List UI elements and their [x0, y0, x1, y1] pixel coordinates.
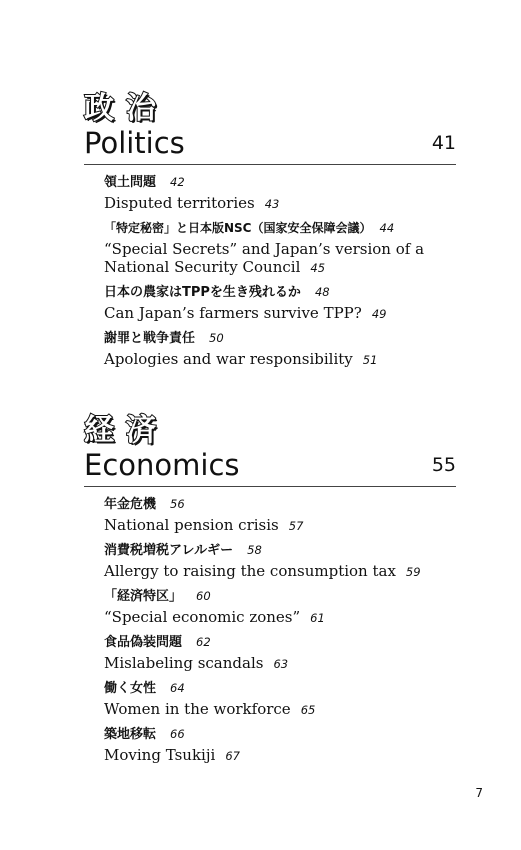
entry-english-title: National pension crisis — [104, 516, 279, 534]
section-title-row — [84, 448, 456, 482]
entry-english-page: 51 — [362, 353, 378, 367]
entry-english-title-row — [104, 304, 456, 323]
entry-english-title: “Special Secrets” and Japan’s version of a National Security Council — [104, 240, 425, 276]
toc-entry[interactable] — [104, 723, 456, 765]
entry-english-page: 59 — [405, 565, 421, 579]
section-kanji-title: 政治 — [84, 91, 168, 126]
entry-japanese-page: 64 — [170, 681, 185, 695]
entry-english-title: Women in the workforce — [104, 700, 291, 718]
entry-japanese-page: 62 — [196, 635, 211, 649]
entry-japanese-title: 領土問題 — [104, 175, 157, 190]
entry-english-title: Can Japan’s farmers survive TPP? — [104, 304, 362, 322]
entry-english-title: Moving Tsukiji — [104, 746, 216, 764]
entry-japanese-title: 消費税増税アレルギー — [104, 543, 234, 558]
entry-japanese-title-row — [104, 327, 456, 350]
entry-japanese-title-row — [104, 723, 456, 746]
toc-entry[interactable] — [104, 631, 456, 673]
entry-english-title-row — [104, 350, 456, 369]
entry-japanese-title: 年金危機 — [104, 497, 157, 512]
entry-english-title: Mislabeling scandals — [104, 654, 264, 672]
entry-japanese-page: 44 — [379, 221, 395, 235]
entry-list — [84, 487, 456, 765]
entry-japanese-page: 58 — [247, 543, 262, 557]
entry-english-title-row — [104, 654, 456, 673]
entry-english-title-row — [104, 608, 456, 627]
entry-japanese-page: 42 — [170, 175, 185, 189]
toc-entry[interactable] — [104, 539, 456, 581]
entry-japanese-title-row — [104, 281, 456, 304]
section-page-number: 41 — [431, 132, 456, 154]
entry-japanese-page: 66 — [170, 727, 185, 741]
entry-japanese-title: 「特定秘密」と日本版NSC（国家安全保障会議） — [104, 221, 372, 235]
entry-japanese-title-row — [104, 493, 456, 516]
toc-entry[interactable] — [104, 171, 456, 213]
entry-english-title-row — [104, 240, 456, 277]
section-english-title: Politics — [84, 126, 185, 160]
entry-japanese-page: 50 — [209, 331, 224, 345]
toc-entry[interactable] — [104, 585, 456, 627]
entry-english-page: 61 — [310, 611, 325, 625]
toc-entry[interactable] — [104, 677, 456, 719]
entry-japanese-title: 築地移転 — [104, 727, 157, 742]
section-economics — [84, 414, 456, 769]
section-politics — [84, 92, 456, 373]
section-english-title: Economics — [84, 448, 240, 482]
entry-english-title-row — [104, 562, 456, 581]
entry-english-page: 43 — [264, 197, 280, 211]
entry-japanese-title-row — [104, 585, 456, 608]
entry-japanese-title-row — [104, 539, 456, 562]
entry-japanese-title-row — [104, 217, 456, 240]
entry-japanese-title-row — [104, 171, 456, 194]
entry-japanese-page: 60 — [196, 589, 211, 603]
entry-english-title: Apologies and war responsibility — [104, 350, 353, 368]
section-title-row — [84, 126, 456, 160]
entry-english-title: Allergy to raising the consumption tax — [104, 562, 396, 580]
entry-japanese-title: 働く女性 — [104, 681, 157, 696]
entry-japanese-title: 日本の農家はTPPを生き残れるか — [104, 285, 301, 300]
toc-entry[interactable] — [104, 281, 456, 323]
toc-entry[interactable] — [104, 217, 456, 277]
entry-japanese-title-row — [104, 631, 456, 654]
section-page-number: 55 — [431, 454, 456, 476]
entry-japanese-title: 謝罪と戦争責任 — [104, 331, 196, 346]
entry-english-title-row — [104, 746, 456, 765]
toc-entry[interactable] — [104, 493, 456, 535]
entry-english-title-row — [104, 700, 456, 719]
toc-entry[interactable] — [104, 327, 456, 369]
entry-japanese-title: 「経済特区」 — [104, 589, 183, 604]
entry-english-title: Disputed territories — [104, 194, 255, 212]
entry-english-title: “Special economic zones” — [104, 608, 301, 626]
entry-english-page: 49 — [371, 307, 387, 321]
entry-english-page: 57 — [288, 519, 304, 533]
entry-japanese-page: 56 — [170, 497, 185, 511]
entry-english-title-row — [104, 516, 456, 535]
section-kanji-title: 経済 — [84, 413, 168, 448]
entry-english-page: 45 — [310, 261, 326, 275]
entry-list — [84, 165, 456, 369]
entry-english-page: 63 — [273, 657, 289, 671]
entry-english-page: 65 — [300, 703, 316, 717]
entry-japanese-page: 48 — [314, 285, 330, 299]
entry-japanese-title: 食品偽装問題 — [104, 635, 183, 650]
entry-japanese-title-row — [104, 677, 456, 700]
entry-english-title-row — [104, 194, 456, 213]
entry-english-page: 67 — [225, 749, 240, 763]
page-folio-number: 7 — [475, 786, 483, 800]
